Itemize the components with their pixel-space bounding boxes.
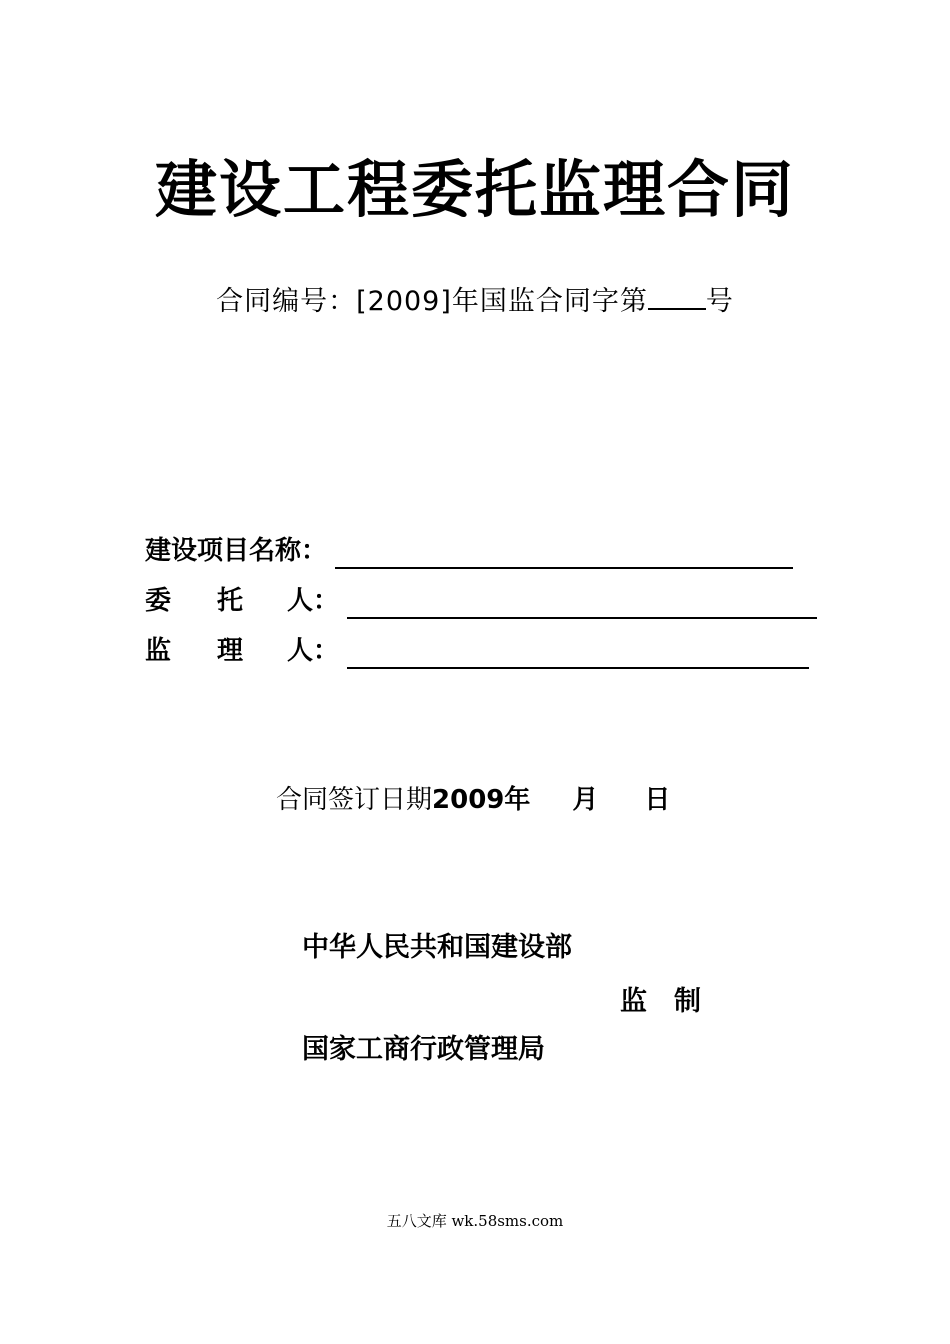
contract-number-suffix: 号 bbox=[705, 286, 734, 317]
field-client-line bbox=[347, 589, 817, 619]
field-supervisor-label bbox=[145, 633, 339, 669]
field-client-char-2: 托 bbox=[217, 586, 244, 616]
signing-date-day: 日 bbox=[644, 785, 671, 815]
field-client-label bbox=[145, 583, 339, 619]
contract-number-blank bbox=[648, 282, 706, 310]
field-supervisor-char-3: 人： bbox=[287, 636, 340, 666]
field-supervisor-char-2: 理 bbox=[217, 636, 244, 666]
field-client bbox=[145, 583, 817, 619]
document-title: 建设工程委托监理合同 bbox=[154, 153, 795, 226]
contract-number-prefix: 合同编号：[2009]年国监合同字第 bbox=[216, 286, 648, 317]
footer-watermark: 五八文库 wk.58sms.com bbox=[386, 1212, 564, 1230]
field-project-name-label: 建设项目名称： bbox=[145, 536, 328, 566]
signing-date-year: 2009年 bbox=[432, 785, 531, 815]
field-supervisor-char-1: 监 bbox=[145, 636, 172, 666]
field-supervisor-line bbox=[347, 639, 809, 669]
signing-date-month: 月 bbox=[572, 785, 599, 815]
field-project-name bbox=[145, 533, 793, 569]
issuer-bureau: 国家工商行政管理局 bbox=[302, 1034, 545, 1065]
field-client-char-1: 委 bbox=[145, 586, 172, 616]
signing-date bbox=[276, 780, 670, 820]
field-supervisor bbox=[145, 633, 809, 669]
signing-date-label: 合同签订日期 bbox=[276, 785, 433, 815]
issuer-ministry: 中华人民共和国建设部 bbox=[302, 932, 572, 963]
issuer-supervise: 监 制 bbox=[620, 986, 701, 1017]
field-client-char-3: 人： bbox=[287, 586, 340, 616]
contract-number bbox=[0, 282, 950, 322]
field-project-name-line bbox=[335, 539, 793, 569]
